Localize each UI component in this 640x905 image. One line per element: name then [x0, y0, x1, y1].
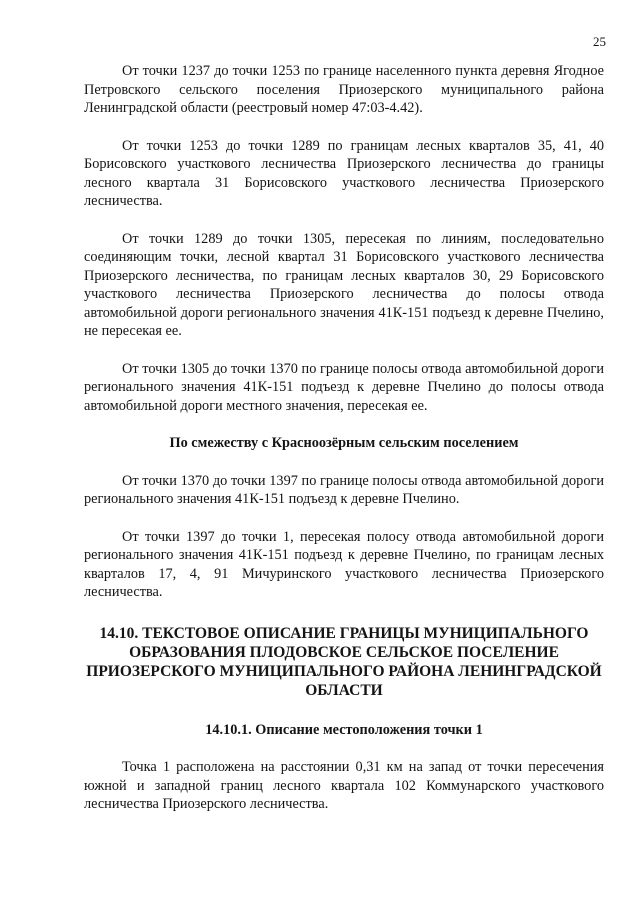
paragraph-point-1: Точка 1 расположена на расстоянии 0,31 км на запад от точки пересечения южной и западной границ лесного квартала 102 Коммунарского участкового лесничества Приозерского лесничества. [84, 759, 604, 812]
paragraph-1305-1370: От точки 1305 до точки 1370 по границе полосы отвода автомобильной дороги регионального значения 41К-151 подъезд к деревне Пчелино до полосы отвода автомобильной дороги местного значения, пересекая ее. [84, 360, 604, 414]
section-heading: 14.10. ТЕКСТОВОЕ ОПИСАНИЕ ГРАНИЦЫ МУНИЦИПАЛЬНОГО ОБРАЗОВАНИЯ ПЛОДОВСКОЕ СЕЛЬСКОЕ ПОСЕЛЕНИЕ ПРИОЗЕРСКОГО МУНИЦИПАЛЬНОГО РАЙОНА ЛЕНИНГРАДСКОЙ ОБЛАСТИ [86, 624, 602, 699]
paragraph-1253-1289: От точки 1253 до точки 1289 по границам лесных кварталов 35, 41, 40 Борисовского участкового лесничества Приозерского лесничества до границы лесного квартала 31 Борисовского участкового лесничества Приозерского лесничества. [84, 137, 604, 209]
page-number: 25 [593, 34, 606, 49]
paragraph-1370-1397: От точки 1370 до точки 1397 по границе полосы отвода автомобильной дороги регионального значения 41К-151 подъезд к деревне Пчелино. [84, 472, 604, 507]
paragraph-1397-1: От точки 1397 до точки 1, пересекая полосу отвода автомобильной дороги регионального значения 41К-151 подъезд к деревне Пчелино, по границам лесных кварталов 17, 4, 91 Мичуринского участкового лесничества Приозерского лесничества. [84, 528, 604, 600]
paragraph-1237-1253: От точки 1237 до точки 1253 по границе населенного пункта деревня Ягодное Петровского сельского поселения Приозерского муниципального района Ленинградской области (реестровый номер 47:03-4.42). [84, 63, 604, 116]
paragraph-1289-1305: От точки 1289 до точки 1305, пересекая по линиям, последовательно соединяющим точки, лесной квартал 31 Борисовского участкового лесничества Приозерского лесничества, по границам лесных кварталов 30, 29 Борисовского участкового лесничества Приозерского лесничества до полосы отвода автомобильной дороги регионального значения 41К-151 подъезд к деревне Пчелино, не пересекая ее. [84, 230, 604, 339]
document-body [84, 62, 604, 814]
adjacency-heading: По смежеству с Красноозёрным сельским поселением [169, 435, 519, 451]
subsection-heading: 14.10.1. Описание местоположения точки 1 [205, 721, 483, 738]
